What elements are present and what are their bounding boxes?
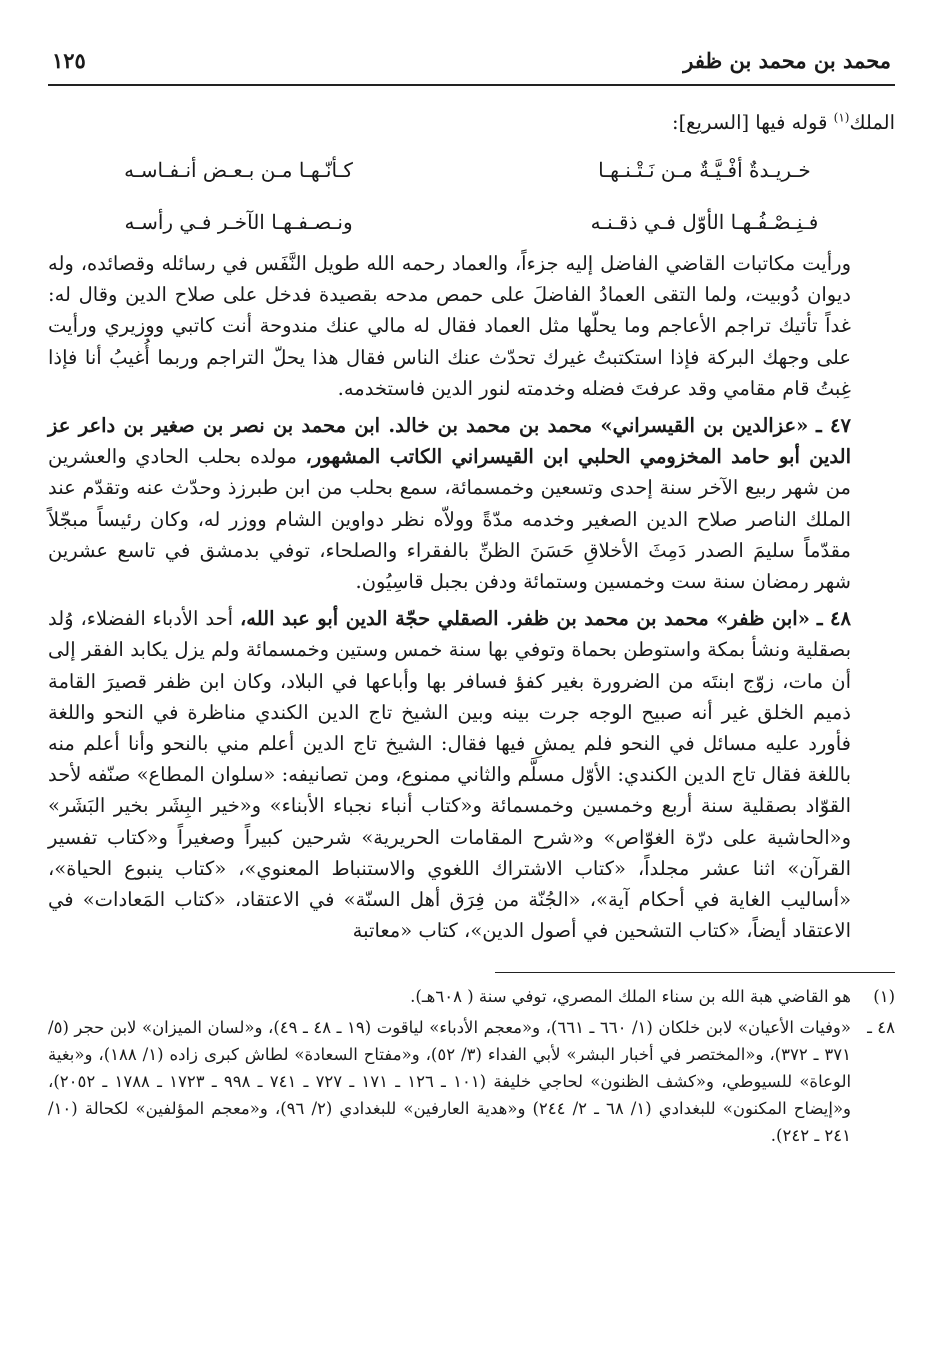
entry-48-number: ٤٨ ـ	[816, 607, 851, 631]
intro-text-end: قوله فيها [السريع]:	[672, 111, 834, 134]
poem-verses	[48, 144, 895, 248]
footnote-item	[48, 1014, 895, 1149]
intro-text-start: الملك	[849, 111, 895, 134]
entry-47-heading: «عزالدين بن القيسراني» محمد بن محمد بن خالد. ابن محمد بن نصر بن صغير بن داعر عز الدين أبو حامد المخزومي الحلبي ابن القيسراني الكاتب المشهور،	[48, 414, 851, 469]
entry-47-text: مولده بحلب الحادي والعشرين من شهر ربيع الآخر سنة إحدى وتسعين وخمسمائة، سمع بحلب من ابن طبرزذ وحدّث عنه وتقدّم عند الملك الناصر صلاح الدين الصغير وخدمه مدّةً وولاّه نظر دواوين الشام ووزر له، وكان رئيساً مبجّلاً مقدّماً سليمَ الصدر دَمِثَ الأخلاقِ حَسَنَ الظنِّ بالفقراء والصلحاء، توفي بدمشق في تاسع عشرين شهر رمضان سنة ست وخمسين وستمائة ودفن بجبل قاسِيُون.	[48, 445, 851, 594]
entry-47	[48, 410, 895, 597]
entry-48-text: أحد الأدباء الفضلاء، وُلد بصقلية ونشأ بمكة واستوطن بحماة وتوفي بها سنة خمس وستين وخمسمائة ولم يزل يكابد الفقر إلى أن مات، زوّج ابنتَه من الضرورة بغير كفؤ فسافر بها وأباعها في البلاد، وكان ابن ظفر قصيرَ القامة ذميم الخلق غير أنه صبيح الوجه جرت بينه وبين الشيخ تاج الدين الكندي مناظرة في النحو واللغة فأورد عليه مسائل في النحو فلم يمشِ فيها فقال: الشيخ تاج الدين أعلم مني بالنحو وأنا أعلم منه باللغة فقال تاج الدين الكندي: الأوّل مسلَّم والثاني ممنوع، ومن تصانيفه: «سلوان المطاع» صنّفه لأحد القوّاد بصقلية سنة أربع وخمسين وخمسمائة و«كتاب أنباء نجباء الأبناء» و«خير البِشَر بخير البَشَر» و«الحاشية على درّة الغوّاص» و«شرح المقامات الحريرية» شرحين كبيراً وصغيراً و«كتاب تفسير القرآن» اثنا عشر مجلداً، «كتاب الاشتراك اللغوي والاستنباط المعنوي»، «كتاب ينبوع الحياة»، «أساليب الغاية في أحكام آية»، «الجُنّة من فِرَق أهل السنّة» في الاعتقاد، «كتاب المَعادات» في الاعتقاد أيضاً، «كتاب التشحين في أصول الدين»، كتاب «معاتبة	[48, 607, 851, 943]
footnotes	[48, 983, 895, 1149]
header-title: محمد بن محمد بن ظفر	[683, 48, 891, 73]
entry-47-number: ٤٧ ـ	[816, 414, 851, 438]
intro-line	[48, 108, 895, 138]
paragraph-imad: ورأيت مكاتبات القاضي الفاضل إليه جزءاً، والعماد رحمه الله طويل النَّفَس في رسائله وقصائده، وله ديوان دُوبيت، ولما التقى العمادُ الفاضلَ على حمص مدحه بقصيدة فدخل على صلاح الدين وقال له: غداً تأتيك تراجم الأعاجم وما يحلّها مثل العماد فقال له مالي عنك مندوحة أنت كاتبي ووزيري ورأيت على وجهك البركة فإذا استكتبتُ غيرك تحدّث عنك الناس فقال هذا يحلّ التراجم وربما أُغيبُ أنا فإذا غِبتُ قام مقامي وقد عرفتَ فضله وخدمته لنور الدين فاستخدمه.	[48, 252, 851, 400]
footnote-text: «وفيات الأعيان» لابن خلكان (١/ ٦٦٠ ـ ٦٦١)، و«معجم الأدباء» لياقوت (١٩ ـ ٤٨ ـ ٤٩)، و«لسان الميزان» لابن حجر (٥/ ٣٧١ ـ ٣٧٢)، و«المختصر في أخبار البشر» لأبي الفداء (٣/ ٥٢)، و«مفتاح السعادة» لطاش كبرى زاده (١/ ١٨٨)، و«بغية الوعاة» للسيوطي، و«كشف الظنون» لحاجي خليفة (١٠١ ـ ١٢٦ ـ ١٧١ ـ ٧٢٧ ـ ٧٤١ ـ ٩٩٨ ـ ١٧٢٣ ـ ١٧٨٨ ـ ٢٠٥٢)، و«إيضاح المكنون» للبغدادي (١/ ٦٨ ـ ٢/ ٢٤٤) و«هدية العارفين» للبغدادي (٢/ ٩٦)، و«معجم المؤلفين» لكحالة (١٠/ ٢٤١ ـ ٢٤٢).	[48, 1018, 852, 1146]
entry-48	[48, 603, 895, 946]
entry-48-heading: «ابن ظفر» محمد بن محمد بن ظفر. الصقلي حجّة الدين أبو عبد الله،	[239, 607, 810, 631]
footnote-separator	[495, 972, 895, 973]
verse-second-hemistich: ونـصـفـهـا الآخـر فـي رأسـه	[124, 210, 353, 234]
verse-line	[48, 196, 895, 248]
book-page	[48, 40, 895, 1331]
verse-first-hemistich: خـريـدةٌ أفْـيَّـةٌ مـن نَـتْـنـهـا	[598, 158, 811, 182]
verse-line	[48, 144, 895, 196]
page-number: ١٢٥	[52, 48, 86, 73]
footnote-item	[48, 983, 895, 1010]
verse-second-hemistich: كـأنّـهـا مـن بـعـض أنـفـاسـه	[124, 158, 353, 182]
footnote-reference: (١)	[833, 110, 850, 125]
verse-first-hemistich: فـنِـصْـفُـهـا الأوّل فـي ذقـنـه	[590, 210, 819, 234]
footnote-text: هو القاضي هبة الله بن سناء الملك المصري، توفي سنة ( ٦٠٨هـ).	[410, 987, 851, 1007]
footnote-mark: ٤٨ ـ	[867, 1018, 895, 1038]
running-header	[48, 40, 895, 86]
footnote-mark: (١)	[873, 987, 895, 1007]
